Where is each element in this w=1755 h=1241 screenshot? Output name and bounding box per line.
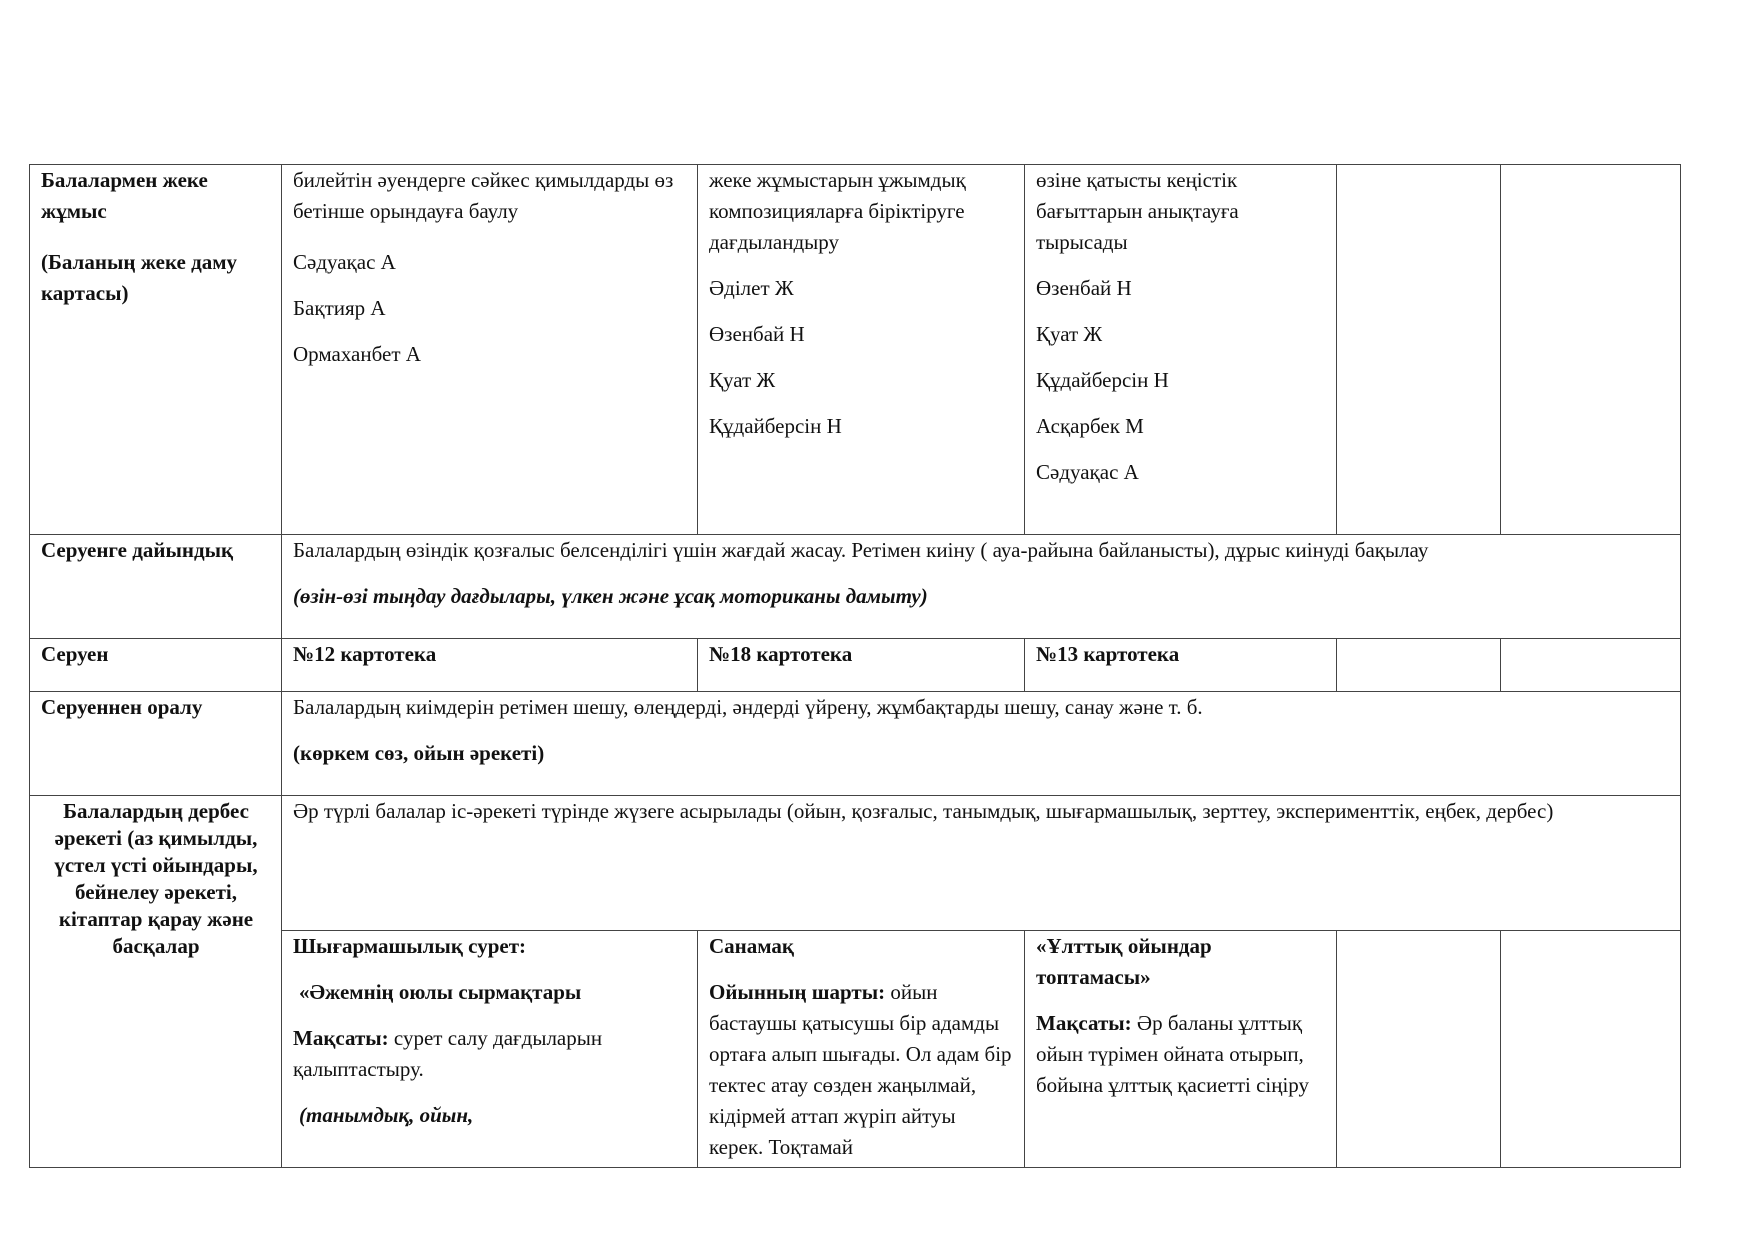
child-name: Сәдуақас А <box>1036 460 1139 484</box>
child-name: Құдайберсін Н <box>709 414 842 438</box>
cell-individual-col3 <box>1025 165 1337 535</box>
cell-individual-col2 <box>698 165 1025 535</box>
child-name: Қуат Ж <box>1036 322 1103 346</box>
cell-empty <box>1337 931 1501 1168</box>
rule-label: Ойынның шарты: <box>709 980 886 1004</box>
row-walk <box>30 639 1681 692</box>
cell-empty <box>1337 639 1501 692</box>
child-name: Сәдуақас А <box>293 250 396 274</box>
walk-card-col3: №13 картотека <box>1025 639 1337 692</box>
goal-label: Мақсаты: <box>293 1026 389 1050</box>
walk-card-col2: №18 картотека <box>698 639 1025 692</box>
daily-plan-table <box>29 164 1681 1168</box>
cell-empty <box>1501 639 1681 692</box>
task-text: өзіне қатысты кеңістік бағыттарын анықтауға тырысады <box>1036 168 1239 254</box>
child-name: Құдайберсін Н <box>1036 368 1169 392</box>
activity-title: Санамақ <box>709 934 795 958</box>
walk-prep-note: (өзін-өзі тыңдау дағдылары, үлкен және ұсақ моториканы дамыту) <box>293 584 928 608</box>
activity-note: (танымдық, ойын, <box>299 1103 474 1127</box>
cell-independent-col3 <box>1025 931 1337 1168</box>
walk-return-note: (көркем сөз, ойын әрекеті) <box>293 741 545 765</box>
label-walk-prep: Серуенге дайындық <box>30 535 282 639</box>
activity-rule <box>709 977 1014 1163</box>
child-name: Бақтияр А <box>293 296 386 320</box>
walk-return-text: Балалардың киімдерін ретімен шешу, өлеңдерді, әндерді үйрену, жұмбақтарды шешу, санау және т. б. <box>293 695 1203 719</box>
child-name: Ормаханбет А <box>293 342 421 366</box>
cell-independent-col1 <box>282 931 698 1168</box>
activity-goal <box>293 1023 687 1085</box>
label-walk-return: Серуеннен оралу <box>30 692 282 796</box>
cell-individual-col1 <box>282 165 698 535</box>
cell-independent-text: Әр түрлі балалар іс-әрекеті түрінде жүзеге асырылады (ойын, қозғалыс, танымдық, шығармашылық, зерттеу, эксперименттік, еңбек, дербес) <box>282 796 1681 931</box>
child-name: Әділет Ж <box>709 276 794 300</box>
child-name: Асқарбек М <box>1036 414 1144 438</box>
activity-title: «Ұлттық ойындар топтамасы» <box>1036 934 1212 989</box>
label-independent: Балалардың дербес әрекеті (аз қимылды, үстел үсті ойындары, бейнелеу әрекеті, кітаптар қарау және басқалар <box>30 796 282 1168</box>
label-individual-work: Балалармен жеке жұмыс <box>41 168 208 223</box>
label-walk: Серуен <box>30 639 282 692</box>
task-text: жеке жұмыстарын ұжымдық композицияларға біріктіруге дағдыландыру <box>709 168 966 254</box>
child-name: Өзенбай Н <box>709 322 805 346</box>
row-individual-work <box>30 165 1681 535</box>
walk-card-col1: №12 картотека <box>282 639 698 692</box>
cell-independent-col2 <box>698 931 1025 1168</box>
label-development-map: (Баланың жеке даму картасы) <box>41 250 238 305</box>
cell-empty <box>1501 165 1681 535</box>
cell-walk-prep <box>282 535 1681 639</box>
rule-text: ойын бастаушы қатысушы бір адамды ортаға алып шығады. Ол адам бір тектес атау сөзден жаңылмай, кідірмей аттап жүріп айтуы керек. Тоқтамай <box>709 980 1012 1159</box>
cell-empty <box>1337 165 1501 535</box>
child-name: Өзенбай Н <box>1036 276 1132 300</box>
child-name: Қуат Ж <box>709 368 776 392</box>
goal-label: Мақсаты: <box>1036 1011 1132 1035</box>
task-text: билейтін әуендерге сәйкес қимылдарды өз бетінше орындауға баулу <box>293 168 674 223</box>
row-independent <box>30 796 1681 931</box>
activity-subtitle: «Әжемнің оюлы сырмақтары <box>299 980 582 1004</box>
cell-walk-return <box>282 692 1681 796</box>
row-walk-return <box>30 692 1681 796</box>
activity-goal <box>1036 1008 1326 1101</box>
activity-title: Шығармашылық сурет: <box>293 934 527 958</box>
goal-text: Әр баланы ұлттық ойын түрімен ойната отырып, бойына ұлттық қасиетті сіңіру <box>1036 1011 1310 1097</box>
goal-text: сурет салу дағдыларын қалыптастыру. <box>293 1026 603 1081</box>
cell-empty <box>1501 931 1681 1168</box>
row-label-individual-work <box>30 165 282 535</box>
walk-prep-text: Балалардың өзіндік қозғалыс белсенділігі үшін жағдай жасау. Ретімен киіну ( ауа-райына байланысты), дұрыс киінуді бақылау <box>293 538 1429 562</box>
row-walk-prep <box>30 535 1681 639</box>
